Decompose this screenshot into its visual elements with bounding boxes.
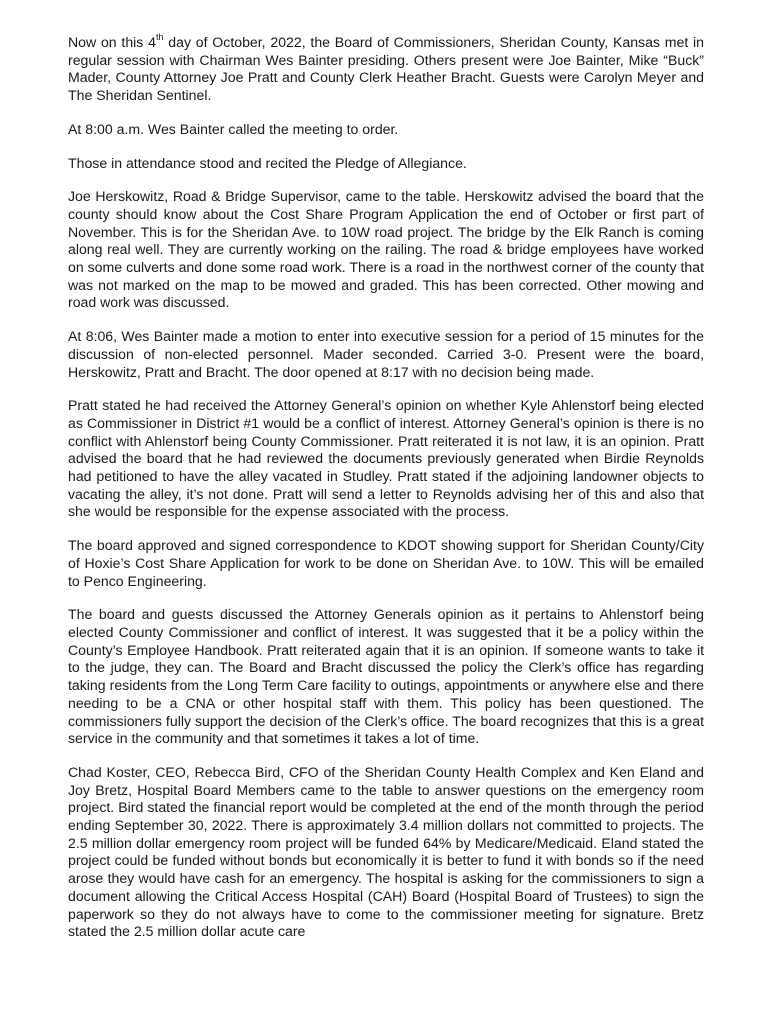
document-page [68, 34, 704, 957]
paragraph-road-bridge: Joe Herskowitz, Road & Bridge Supervisor, came to the table. Herskowitz advised the board that the county should know about the Cost Share Program Application the end of October or first part of November. This is for the Sheridan Ave. to 10W road project. The bridge by the Elk Ranch is coming along real well. They are currently working on the railing. The road & bridge employees have worked on some culverts and done some road work. There is a road in the northwest corner of the county that was not marked on the map to be mowed and graded. This has been corrected. Other mowing and road work was discussed. [68, 188, 704, 311]
paragraph-health-complex: Chad Koster, CEO, Rebecca Bird, CFO of the Sheridan County Health Complex and Ken Eland and Joy Bretz, Hospital Board Members came to the table to answer questions on the emergency room project. Bird stated the financial report would be completed at the end of the month through the period ending September 30, 2022. There is approximately 3.4 million dollars not committed to projects. The 2.5 million dollar emergency room project will be funded 64% by Medicare/Medicaid. Eland stated the project could be funded without bonds but economically it is better to fund it with bonds so if the need arose they would have cash for an emergency. The hospital is asking for the commissioners to sign a document allowing the Critical Access Hospital (CAH) Board (Hospital Board of Trustees) to sign the paperwork so they do not always have to come to the commissioner meeting for signature. Bretz stated the 2.5 million dollar acute care [68, 763, 704, 940]
paragraph-executive-session: At 8:06, Wes Bainter made a motion to enter into executive session for a period of 15 minutes for the discussion of non-elected personnel. Mader seconded. Carried 3-0. Present were the board, Herskowitz, Pratt and Bracht. The door opened at 8:17 with no decision being made. [68, 328, 704, 380]
opening-text-start: Now on this 4 [68, 34, 156, 50]
paragraph-call-to-order: At 8:00 a.m. Wes Bainter called the meeting to order. [68, 120, 399, 137]
paragraph-opening [68, 34, 704, 105]
paragraph-attorney-opinion: Pratt stated he had received the Attorney General’s opinion on whether Kyle Ahlenstorf being elected as Commissioner in District #1 would be a conflict of interest. Attorney General’s opinion is there is no conflict with Ahlenstorf being County Commissioner. Pratt reiterated it is not law, it is an opinion. Pratt advised the board that he had reviewed the documents previously generated when Birdie Reynolds had petitioned to have the alley vacated in Studley. Pratt stated if the adjoining landowner objects to vacating the alley, it’s not done. Pratt will send a letter to Reynolds advising her of this and also that she would be responsible for the expense associated with the process. [68, 397, 704, 520]
paragraph-policy-discussion: The board and guests discussed the Attorney Generals opinion as it pertains to Ahlenstorf being elected County Commissioner and conflict of interest. It was suggested that it be a policy within the County’s Employee Handbook. Pratt reiterated again that it is an opinion. If someone wants to take it to the judge, they can. The Board and Bracht discussed the policy the Clerk’s office has regarding taking residents from the Long Term Care facility to outings, appointments or anywhere else and there needing to be a CNA or other hospital staff with them. This policy has been questioned. The commissioners fully support the decision of the Clerk’s office. The board recognizes that this is a great service in the community and that sometimes it takes a lot of time. [68, 606, 704, 747]
paragraph-pledge: Those in attendance stood and recited the Pledge of Allegiance. [68, 154, 467, 171]
ordinal-suffix: th [155, 32, 164, 43]
opening-text-rest: day of October, 2022, the Board of Commissioners, Sheridan County, Kansas met in regular session with Chairman Wes Bainter presiding. Others present were Joe Bainter, Mike “Buck” Mader, County Attorney Joe Pratt and County Clerk Heather Bracht. Guests were Carolyn Meyer and The Sheridan Sentinel. [68, 34, 704, 104]
paragraph-kdot-correspondence: The board approved and signed correspondence to KDOT showing support for Sheridan County/City of Hoxie’s Cost Share Application for work to be done on Sheridan Ave. to 10W. This will be emailed to Penco Engineering. [68, 537, 704, 589]
